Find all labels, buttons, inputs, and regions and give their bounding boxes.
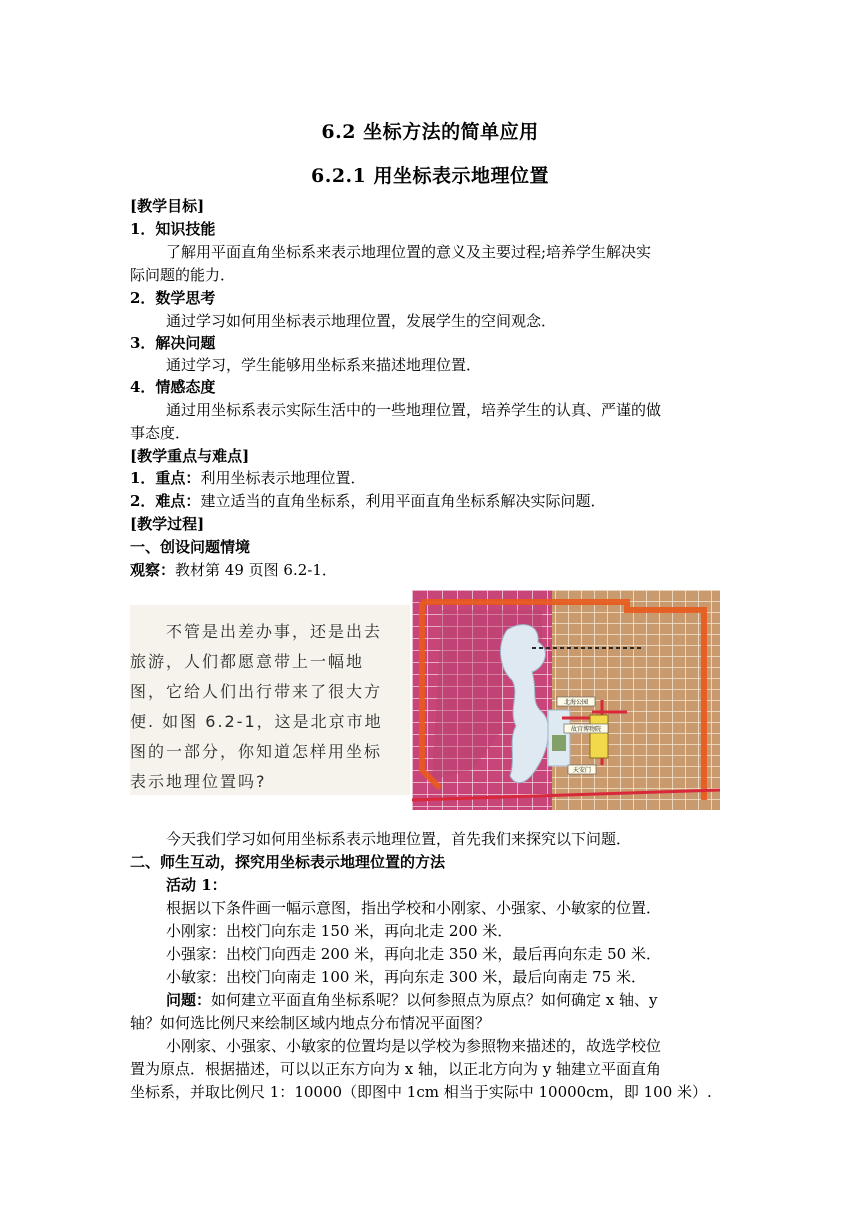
xiaomin-home: 小敏家：出校门向南走 100 米，再向东走 300 米，最后向南走 75 米．: [166, 968, 646, 986]
activity-label: 活动 1：: [166, 876, 227, 894]
attitude-text-1: 通过用坐标系表示实际生活中的一些地理位置，培养学生的认真、严谨的做: [166, 401, 662, 419]
answer-line-1: 小刚家、小强家、小敏家的位置均是以学校为参照物来描述的，故选学校位: [166, 1037, 662, 1055]
park-patch: [552, 735, 566, 751]
difficult-point-text: 建立适当的直角坐标系，利用平面直角坐标系解决实际问题．: [200, 492, 606, 510]
problem-solving-text: 通过学习，学生能够用坐标系来描述地理位置．: [166, 356, 482, 374]
difficult-point: [130, 490, 730, 512]
section-title: 6.2 坐标方法的简单应用: [321, 121, 539, 143]
observe-text: 教材第 49 页图 6.2-1．: [175, 561, 337, 579]
knowledge-text-2: 际问题的能力．: [130, 266, 236, 284]
map-label-tiananmen: 天安门: [572, 767, 592, 774]
activity-text-1: 根据以下条件画一幅示意图，指出学校和小刚家、小强家、小敏家的位置．: [166, 899, 662, 917]
excerpt-line-6: 表示地理位置吗?: [130, 772, 267, 791]
knowledge-heading: 1．知识技能: [130, 220, 216, 238]
question-line-1: [166, 989, 730, 1011]
attitude-text-2: 事态度．: [130, 424, 191, 442]
math-thinking-text: 通过学习如何用坐标表示地理位置，发展学生的空间观念．: [166, 312, 557, 330]
key-point: [130, 467, 730, 489]
key-point-text: 利用坐标表示地理位置．: [200, 469, 366, 487]
key-point-label: 1．重点：: [130, 469, 201, 487]
beijing-map-image: [412, 590, 720, 810]
subsection-title: 6.2.1 用坐标表示地理位置: [310, 165, 549, 187]
excerpt-line-5: 图的一部分，你知道怎样用坐标: [130, 742, 383, 761]
problem-solving-heading: 3．解决问题: [130, 334, 216, 352]
process-heading: [教学过程]: [130, 515, 205, 533]
palace-complex: [590, 715, 608, 758]
question-line-2: 轴？如何选比例尺来绘制区域内地点分布情况平面图？: [130, 1014, 491, 1032]
map-label-museum: 故宫博物院: [570, 726, 602, 733]
textbook-excerpt-image: [130, 605, 410, 795]
xiaoqiang-home: 小强家：出校门向西走 200 米，再向北走 350 米，最后再向东走 50 米．: [166, 945, 661, 963]
excerpt-line-2: 旅游，人们都愿意带上一幅地: [130, 652, 365, 671]
knowledge-text-1: 了解用平面直角坐标系来表示地理位置的意义及主要过程;培养学生解决实: [166, 243, 652, 261]
answer-line-3: 坐标系，并取比例尺 1：10000（即图中 1cm 相当于实际中 10000cm，即 100 米）.: [130, 1083, 712, 1101]
xiaogang-home: 小刚家：出校门向东走 150 米，再向北走 200 米．: [166, 922, 513, 940]
excerpt-line-4: 便. 如图 6.2-1，这是北京市地: [130, 712, 383, 731]
after-figure-text: 今天我们学习如何用坐标系表示地理位置，首先我们来探究以下问题．: [166, 830, 632, 848]
excerpt-line-1: 不管是出差办事，还是出去: [166, 622, 383, 641]
map-label-beihai: 北海公园: [563, 699, 589, 706]
focus-heading: [教学重点与难点]: [130, 447, 250, 465]
section-one-heading: 一、创设问题情境: [130, 538, 251, 556]
observe-line: [130, 559, 730, 581]
question-text-1: 如何建立平面直角坐标系呢？以何参照点为原点？如何确定 x 轴、y: [211, 991, 658, 1009]
section-two-heading: 二、师生互动，探究用坐标表示地理位置的方法: [130, 853, 446, 871]
question-label: 问题：: [166, 991, 212, 1009]
map-svg: [412, 590, 720, 810]
answer-line-2: 置为原点．根据描述，可以以正东方向为 x 轴，以正北方向为 y 轴建立平面直角: [130, 1060, 662, 1078]
observe-label: 观察：: [130, 561, 176, 579]
goals-heading: [教学目标]: [130, 197, 205, 215]
excerpt-line-3: 图，它给人们出行带来了很大方: [130, 682, 383, 701]
difficult-point-label: 2．难点：: [130, 492, 201, 510]
attitude-heading: 4．情感态度: [130, 378, 216, 396]
math-thinking-heading: 2．数学思考: [130, 289, 216, 307]
